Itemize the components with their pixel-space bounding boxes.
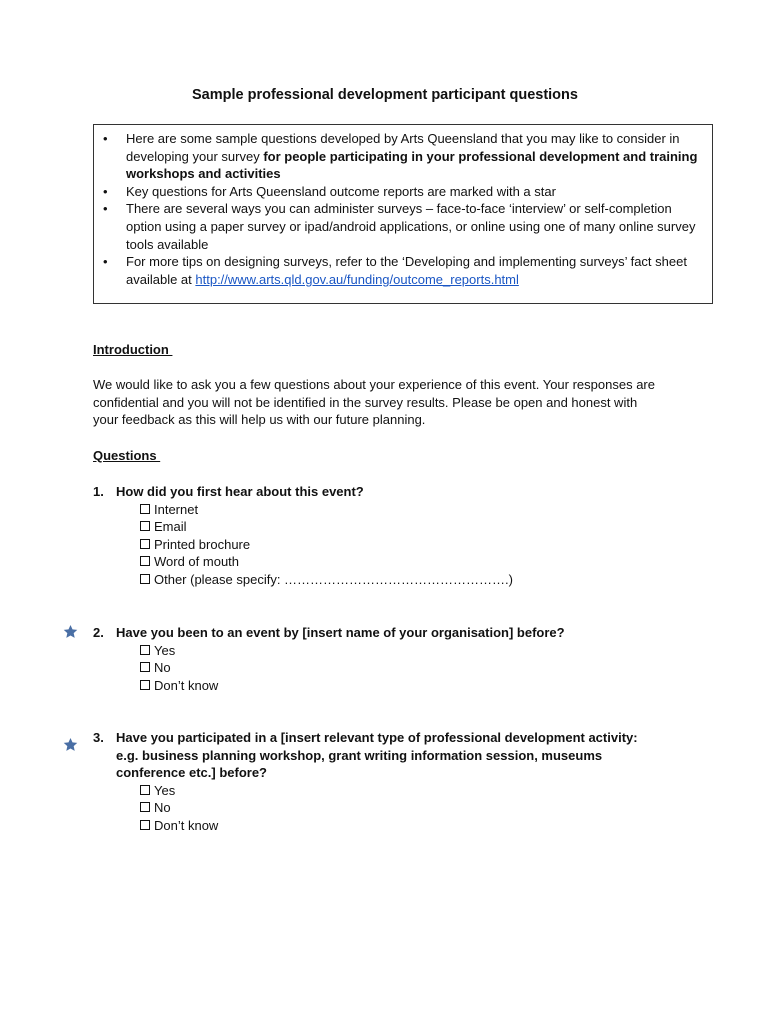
option-no[interactable]: No bbox=[140, 799, 653, 817]
option-dont-know[interactable]: Don’t know bbox=[140, 677, 653, 695]
checkbox-icon[interactable] bbox=[140, 820, 150, 830]
options-list bbox=[140, 642, 653, 695]
star-icon bbox=[63, 737, 78, 752]
info-list bbox=[94, 130, 712, 288]
checkbox-icon[interactable] bbox=[140, 680, 150, 690]
page-title: Sample professional development participant questions bbox=[192, 87, 578, 103]
info-bullet-2: • Key questions for Arts Queensland outcome reports are marked with a star bbox=[103, 183, 556, 199]
bullet-icon: • bbox=[103, 201, 108, 217]
checkbox-icon[interactable] bbox=[140, 504, 150, 514]
question-2 bbox=[93, 624, 653, 694]
checkbox-icon[interactable] bbox=[140, 539, 150, 549]
info-bullet-3: • There are several ways you can administer surveys – face-to-face ‘interview’ or self-completion option using a paper survey or ipad/android applications, or online using one of many online survey tools available bbox=[103, 201, 696, 252]
option-dont-know[interactable]: Don’t know bbox=[140, 817, 653, 835]
checkbox-icon[interactable] bbox=[140, 556, 150, 566]
question-text: How did you first hear about this event? bbox=[116, 484, 364, 499]
info-bullet-1: • Here are some sample questions developed by Arts Queensland that you may like to consider in developing your survey for people participating in your professional development and training workshops and activities bbox=[103, 131, 698, 182]
introduction-text: We would like to ask you a few questions about your experience of this event. Your responses are confidential and you will not be identified in the survey results. Please be open and honest with your feedback as this will help us with our future planning. bbox=[93, 377, 655, 428]
outcome-reports-link[interactable]: http://www.arts.qld.gov.au/funding/outcome_reports.html bbox=[195, 271, 519, 287]
question-number: 2. bbox=[93, 625, 104, 640]
checkbox-icon[interactable] bbox=[140, 802, 150, 812]
star-icon bbox=[63, 624, 78, 639]
checkbox-icon[interactable] bbox=[140, 521, 150, 531]
question-text: Have you participated in a [insert relevant type of professional development activity: e.g. business planning workshop, grant writing information session, museums conference etc.] before? bbox=[116, 730, 638, 781]
questions-heading: Questions bbox=[93, 448, 161, 463]
checkbox-icon[interactable] bbox=[140, 645, 150, 655]
checkbox-icon[interactable] bbox=[140, 662, 150, 672]
option-email[interactable]: Email bbox=[140, 518, 653, 536]
checkbox-icon[interactable] bbox=[140, 785, 150, 795]
option-no[interactable]: No bbox=[140, 659, 653, 677]
option-printed-brochure[interactable]: Printed brochure bbox=[140, 536, 653, 554]
option-yes[interactable]: Yes bbox=[140, 782, 653, 800]
question-text: Have you been to an event by [insert name of your organisation] before? bbox=[116, 625, 565, 640]
introduction-heading: Introduction bbox=[93, 342, 173, 357]
question-1 bbox=[93, 483, 653, 589]
options-list bbox=[140, 501, 653, 589]
info-bullet-4: • For more tips on designing surveys, refer to the ‘Developing and implementing surveys’ fact sheet available at http://www.arts.qld.gov.au/funding/outcome_reports.html bbox=[103, 254, 687, 287]
info-box bbox=[93, 124, 713, 304]
question-3 bbox=[93, 729, 653, 835]
question-number: 3. bbox=[93, 730, 104, 745]
option-internet[interactable]: Internet bbox=[140, 501, 653, 519]
bullet-icon: • bbox=[103, 254, 108, 270]
option-yes[interactable]: Yes bbox=[140, 642, 653, 660]
bullet-icon: • bbox=[103, 183, 108, 199]
option-word-of-mouth[interactable]: Word of mouth bbox=[140, 553, 653, 571]
option-other[interactable]: Other (please specify: …………………………………………….) bbox=[140, 571, 653, 589]
checkbox-icon[interactable] bbox=[140, 574, 150, 584]
question-number: 1. bbox=[93, 484, 104, 499]
options-list bbox=[140, 782, 653, 835]
bullet-icon: • bbox=[103, 131, 108, 146]
